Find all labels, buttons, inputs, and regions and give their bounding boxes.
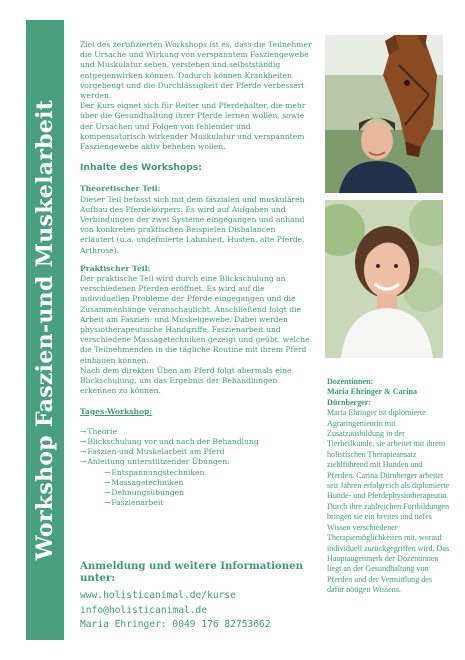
portrait-photo — [325, 200, 443, 358]
agenda-item — [80, 437, 312, 447]
agenda-subitem-label: Entspannungstechniken — [111, 467, 205, 477]
agenda-item-label: Blickschulung vor und nach der Behandlung — [87, 436, 259, 446]
arrow-right-icon: → — [104, 498, 111, 508]
intro-paragraph-1: Ziel des zertifizierten Workshops ist es, dass die Teilnehmer die Ursache und Wirkung von verspanntem Fasziengewebe und Muskulatur sehen, verstehen und selbstständig entgegenwirken können. Dadurch können Krankheiten vorgebeugt und die Durchlässigkeit der Pferde verbessert werden. — [80, 40, 312, 101]
photo-image — [325, 35, 443, 193]
website-link[interactable]: www.holisticanimal.de/kurse — [80, 590, 236, 601]
agenda-item-label: Anleitung unterstützender Übungen: — [87, 457, 230, 467]
intro-paragraph-2: Der Kurs eignet sich für Reiter und Pferdehalter, die mehr über die Gesundhaltung ihrer Pferde lernen wollen, sowie der Ursachen und Folgen von fehlender und kompensatorisch wirkender Muskulatur und verspanntem Fasziengewebe aktiv beheben wollen. — [80, 101, 306, 152]
horse-and-woman-photo — [325, 35, 443, 193]
agenda-subitem-label: Massagetechniken — [111, 477, 184, 487]
agenda-subitem — [80, 468, 312, 478]
arrow-right-icon: → — [80, 426, 87, 436]
portrait-image — [325, 200, 443, 358]
practice-text-2: Nach dem direkten Üben am Pferd folgt abermals eine Blickschulung, um das Ergebnis der Behandlungen erkennen zu können. — [80, 365, 292, 396]
practice-heading: Praktischer Teil: — [80, 263, 151, 273]
phone-number: Maria Ehringer: 0049 176 82753662 — [80, 619, 271, 630]
agenda-item — [80, 427, 312, 437]
theory-section — [80, 184, 312, 255]
theory-text: Dieser Teil befasst sich mit dem faszialen und muskulären Aufbau des Pferdekörpers. Es wird auf Aufgaben und Verbindungen der zwei Systeme eingegangen und anhand von konkreten praktischen Beispielen Disbalancen erläutert (u.a. undefinierte Lahmheit, Husten, alte Pferde, Arthrose). — [80, 194, 305, 255]
lecturers-heading: Dozentinnen: — [327, 377, 374, 386]
email-link[interactable]: info@holisticanimal.de — [80, 604, 208, 616]
agenda-list — [80, 427, 312, 509]
lecturers-section — [327, 377, 451, 596]
lecturers-text: Maria Ehringer ist diplomierte Agraringenieurin mit Zusatzausbildung in der Tierheilkunde, sie arbeitet mit ihrem holistischen Therapieansatz ziehlführend mit Hunden und Pferden. Carina Dürnberger arbeitet seit Jahren erfolgreich als diplomierte Hunde- und Pferdephysiotherapeutin. Durch ihre zahlreichen Fortbildungen bringen sie ein breites und tiefes Wissen verschiedener Therapiemöglichkeiten mit, worauf individuell zurückgegriffen wird. Das Hauptaugenmerk der Dozentinnen liegt an der Gesundhaltung von Pferden und der Vermittlung des dafür nötigen Wissens. — [327, 408, 450, 595]
agenda-subitem — [80, 478, 312, 488]
title-banner — [26, 20, 64, 640]
main-content — [80, 40, 312, 508]
lecturers-names: Maria Ehringer & Carina Dürnberger: — [327, 387, 417, 407]
practice-text: Der praktische Teil wird durch eine Blickschulung an verschiedenen Pferden eröffnet. Es wird auf die individuellen Probleme der Pferde eingegangen und die Zusammenhänge veranschaulicht. Anschließend folgt die Arbeit am Faszien- und Muskelgewebe. Dabei werden physiotherapeutische Handgriffe, Faszienarbeit und verschiedene Massagetechniken gezeigt und geübt, welche die Teilnehmenden in die tägliche Routine mit ihrem Pferd einbauen können. — [80, 274, 310, 365]
agenda-subitem — [80, 488, 312, 498]
agenda-subitem — [80, 498, 312, 508]
agenda-subitem-label: Faszienarbeit — [111, 498, 164, 508]
contact-section — [80, 560, 320, 633]
agenda-item-label: Theorie — [87, 426, 117, 436]
arrow-right-icon: → — [80, 457, 87, 467]
contact-heading: Anmeldung und weitere Informationen unter: — [80, 560, 304, 584]
arrow-right-icon: → — [80, 447, 87, 457]
theory-heading: Theoretischer Teil: — [80, 184, 161, 194]
intro-section — [80, 40, 312, 152]
arrow-right-icon: → — [104, 467, 111, 477]
arrow-right-icon: → — [104, 487, 111, 497]
agenda-item-label: Faszien-und Muskelarbeit am Pferd — [87, 447, 225, 457]
agenda-item — [80, 457, 312, 467]
workshop-title: Workshop Faszien-und Muskelarbeit — [32, 99, 58, 561]
agenda-subitem-label: Dehnungsübungen — [111, 487, 185, 497]
contents-heading: Inhalte des Workshops: — [80, 162, 202, 174]
agenda-item — [80, 447, 312, 457]
arrow-right-icon: → — [104, 477, 111, 487]
practice-section — [80, 264, 312, 397]
day-workshop-heading: Tages-Workshop: — [80, 406, 153, 416]
arrow-right-icon: → — [80, 436, 87, 446]
